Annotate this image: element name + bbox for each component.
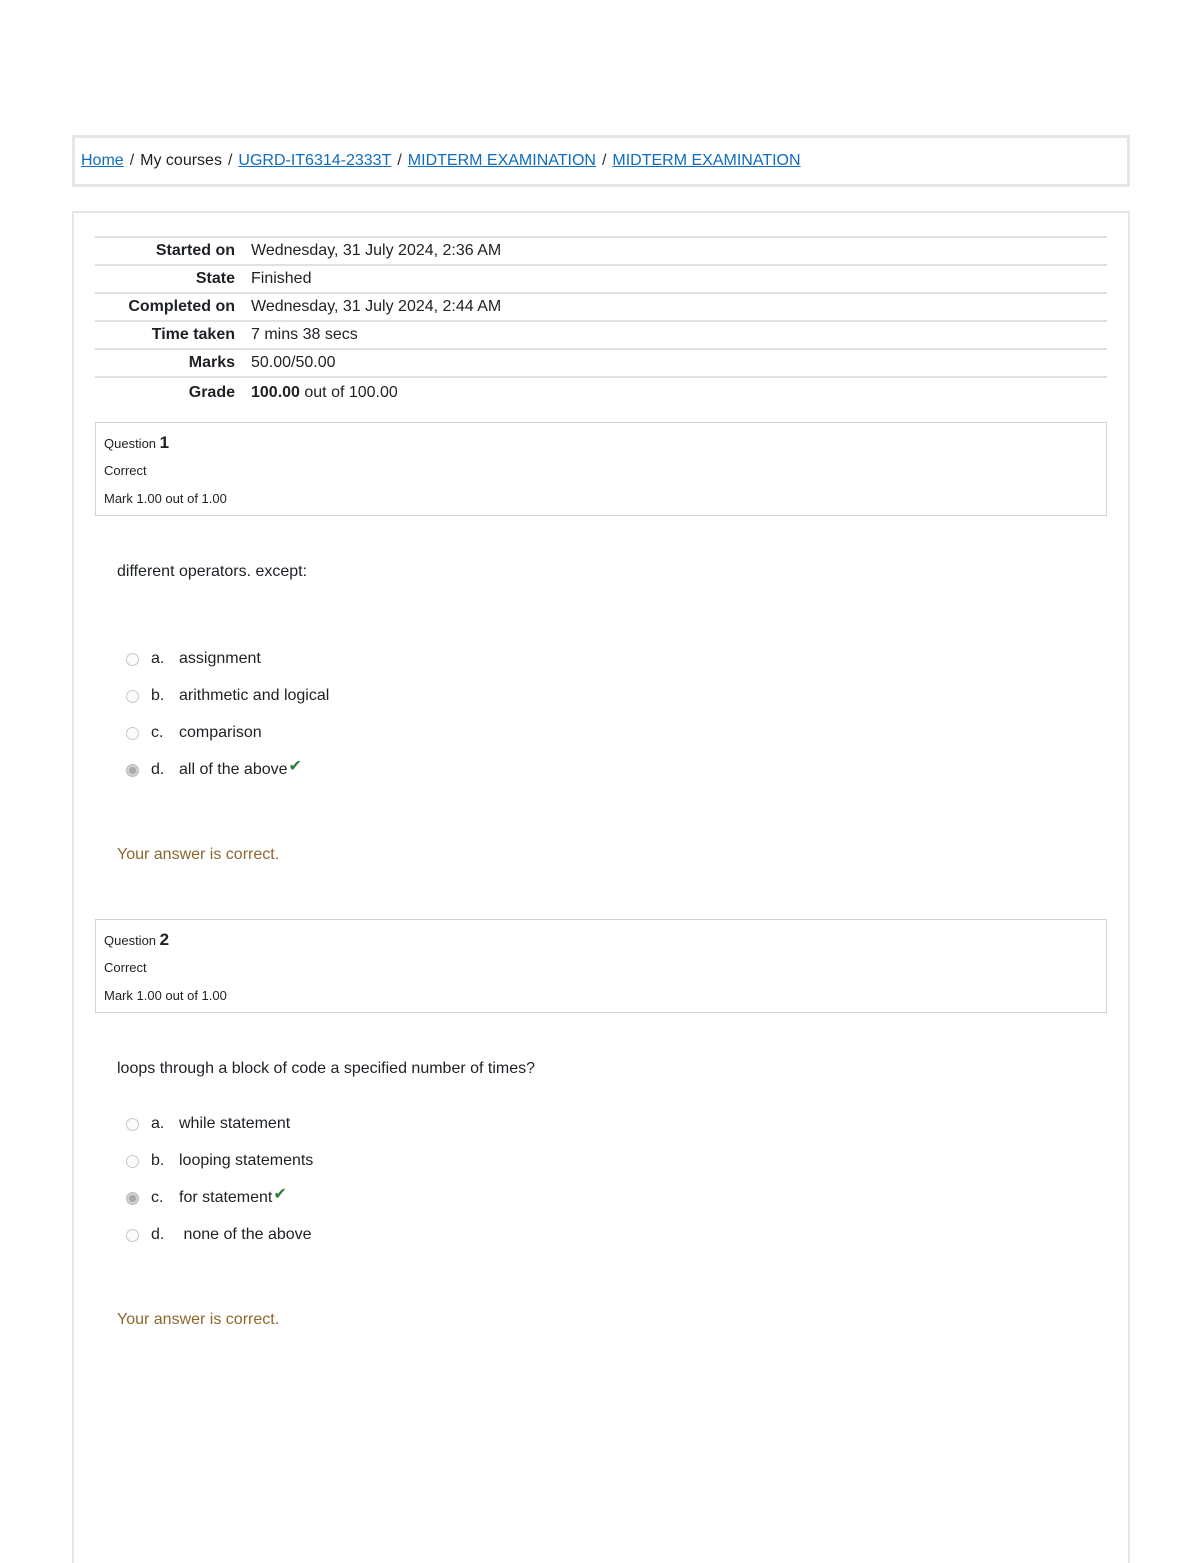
summary-row-completed-on	[95, 294, 1107, 322]
answer-text: while statement	[179, 1115, 291, 1132]
summary-label: Completed on	[128, 298, 235, 315]
answer-letter: c.	[151, 724, 164, 741]
summary-value: 50.00/50.00	[251, 354, 336, 371]
question-prefix: Question	[104, 933, 157, 948]
breadcrumb-separator: /	[129, 152, 135, 169]
answer-feedback: Your answer is correct.	[117, 846, 280, 863]
answer-letter: d.	[151, 761, 165, 778]
question-number-value: 2	[159, 930, 170, 949]
question-info-2	[95, 919, 1107, 1013]
answer-option-selected[interactable]	[126, 759, 302, 781]
summary-row-grade	[95, 378, 1107, 408]
answer-text: assignment	[179, 650, 261, 667]
summary-value: Wednesday, 31 July 2024, 2:36 AM	[251, 242, 502, 259]
grade-out-of: out of 100.00	[299, 384, 398, 401]
breadcrumb-separator: /	[227, 152, 233, 169]
breadcrumb-bar	[72, 135, 1130, 187]
radio-button[interactable]	[126, 1229, 139, 1242]
answer-text: for statement	[179, 1189, 273, 1206]
answer-text: none of the above	[179, 1226, 312, 1243]
answer-option[interactable]	[126, 722, 262, 744]
question-state: Correct	[104, 463, 147, 478]
summary-label: Grade	[188, 384, 235, 401]
question-mark: Mark 1.00 out of 1.00	[104, 988, 227, 1003]
summary-label: State	[195, 270, 235, 287]
summary-label: Time taken	[151, 326, 235, 343]
summary-value: Wednesday, 31 July 2024, 2:44 AM	[251, 298, 502, 315]
check-icon: ✔	[288, 758, 302, 775]
answer-letter: b.	[151, 1152, 165, 1169]
answer-letter: c.	[151, 1189, 164, 1206]
summary-label: Marks	[188, 354, 235, 371]
summary-value: Finished	[251, 270, 312, 287]
breadcrumb-home-link[interactable]: Home	[81, 152, 124, 169]
answer-text: looping statements	[179, 1152, 314, 1169]
question-text: different operators. except:	[117, 563, 308, 580]
answer-option[interactable]	[126, 1150, 313, 1172]
summary-row-state	[95, 266, 1107, 294]
radio-button[interactable]	[126, 1118, 139, 1131]
attempt-summary-table	[95, 236, 1107, 408]
summary-row-marks	[95, 350, 1107, 378]
answer-letter: d.	[151, 1226, 165, 1243]
answer-option[interactable]	[126, 1224, 312, 1246]
radio-button[interactable]	[126, 727, 139, 740]
question-text: loops through a block of code a specified number of times?	[117, 1060, 536, 1077]
radio-button[interactable]	[126, 653, 139, 666]
breadcrumb-section-link[interactable]: MIDTERM EXAMINATION	[407, 152, 596, 169]
question-state: Correct	[104, 960, 147, 975]
summary-value: 7 mins 38 secs	[251, 326, 358, 343]
radio-button[interactable]	[126, 690, 139, 703]
breadcrumb	[81, 152, 801, 170]
answer-option[interactable]	[126, 685, 329, 707]
answer-letter: b.	[151, 687, 165, 704]
summary-row-time-taken	[95, 322, 1107, 350]
breadcrumb-quiz-link[interactable]: MIDTERM EXAMINATION	[612, 152, 801, 169]
answer-text: comparison	[179, 724, 262, 741]
breadcrumb-course-link[interactable]: UGRD-IT6314-2333T	[238, 152, 392, 169]
answer-option[interactable]	[126, 1113, 290, 1135]
question-mark: Mark 1.00 out of 1.00	[104, 491, 227, 506]
radio-button-checked[interactable]	[126, 764, 139, 777]
question-prefix: Question	[104, 436, 157, 451]
question-number-value: 1	[159, 433, 170, 452]
breadcrumb-separator: /	[601, 152, 607, 169]
radio-button[interactable]	[126, 1155, 139, 1168]
summary-label: Started on	[155, 242, 235, 259]
check-icon: ✔	[273, 1186, 287, 1203]
question-info-1	[95, 422, 1107, 516]
answer-text: all of the above	[179, 761, 288, 778]
quiz-review-panel	[72, 211, 1130, 1563]
answer-letter: a.	[151, 1115, 165, 1132]
grade-score: 100.00	[251, 384, 300, 401]
question-number	[104, 433, 169, 453]
breadcrumb-my-courses: My courses	[140, 152, 222, 169]
summary-value	[251, 384, 1107, 402]
answer-text: arithmetic and logical	[179, 687, 330, 704]
summary-row-started-on	[95, 238, 1107, 266]
breadcrumb-separator: /	[397, 152, 402, 169]
answer-option[interactable]	[126, 648, 261, 670]
answer-feedback: Your answer is correct.	[117, 1311, 280, 1328]
answer-option-selected[interactable]	[126, 1187, 287, 1209]
answer-letter: a.	[151, 650, 165, 667]
question-number	[104, 930, 169, 950]
radio-button-checked[interactable]	[126, 1192, 139, 1205]
